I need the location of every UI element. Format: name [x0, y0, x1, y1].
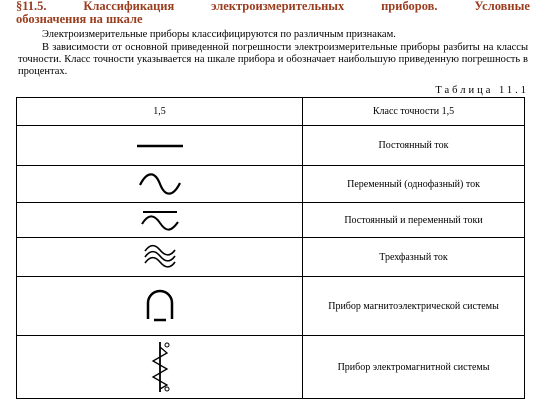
table-cell-description	[303, 166, 525, 203]
ac-wave-icon	[137, 173, 183, 195]
table-cell-symbol	[17, 336, 303, 399]
table-cell-description	[303, 336, 525, 399]
table-cell-symbol	[17, 277, 303, 336]
table-row	[17, 277, 525, 336]
row-description: Класс точности 1,5	[372, 106, 455, 117]
table-row	[17, 126, 525, 166]
row-description: Постоянный и переменный токи	[344, 214, 483, 226]
dc-ac-icon	[139, 207, 181, 233]
paragraph-accuracy: В зависимости от основной приведенной погрешности электроизмерительные приборы разбиты на классы точности. Класс точности указывается на шкале прибора и обозначает наибольшую приведенную погрешность в процентах.	[18, 42, 528, 77]
table-cell-symbol	[17, 203, 303, 238]
table-cell-symbol	[17, 166, 303, 203]
accuracy-class-value: 1,5	[153, 106, 166, 117]
row-description: Прибор электромагнитной системы	[337, 361, 490, 373]
heading-word: Классификация	[83, 0, 175, 13]
table-cell-description	[303, 98, 525, 126]
table-caption: Таблица 11.1	[435, 85, 529, 96]
dc-line-icon	[135, 140, 185, 152]
magnetoelectric-icon	[143, 285, 177, 327]
section-heading-line2: обозначения на шкале	[16, 12, 143, 26]
section-heading	[16, 0, 530, 26]
three-phase-icon	[143, 243, 177, 271]
electromagnetic-icon	[145, 339, 175, 395]
table-row	[17, 203, 525, 238]
table-cell-symbol	[17, 238, 303, 277]
table-cell-description	[303, 277, 525, 336]
heading-word: §11.5.	[16, 0, 47, 13]
table-cell-description	[303, 203, 525, 238]
table-row	[17, 336, 525, 399]
table-cell-description	[303, 126, 525, 166]
table-cell-symbol	[17, 98, 303, 126]
table-row	[17, 238, 525, 277]
row-description: Постоянный ток	[378, 140, 449, 151]
heading-word: электроизмерительных	[211, 0, 345, 13]
row-description: Переменный (однофазный) ток	[347, 178, 480, 190]
symbols-table	[16, 97, 525, 399]
table-row	[17, 98, 525, 126]
row-description: Прибор магнитоэлектрической системы	[328, 300, 499, 312]
table-row	[17, 166, 525, 203]
paragraph-intro: Электроизмерительные приборы классифицируются по различным признакам.	[42, 29, 396, 40]
heading-word: Условные	[474, 0, 530, 13]
table-cell-symbol	[17, 126, 303, 166]
row-description: Трехфазный ток	[379, 251, 448, 263]
table-cell-description	[303, 238, 525, 277]
heading-word: приборов.	[381, 0, 438, 13]
